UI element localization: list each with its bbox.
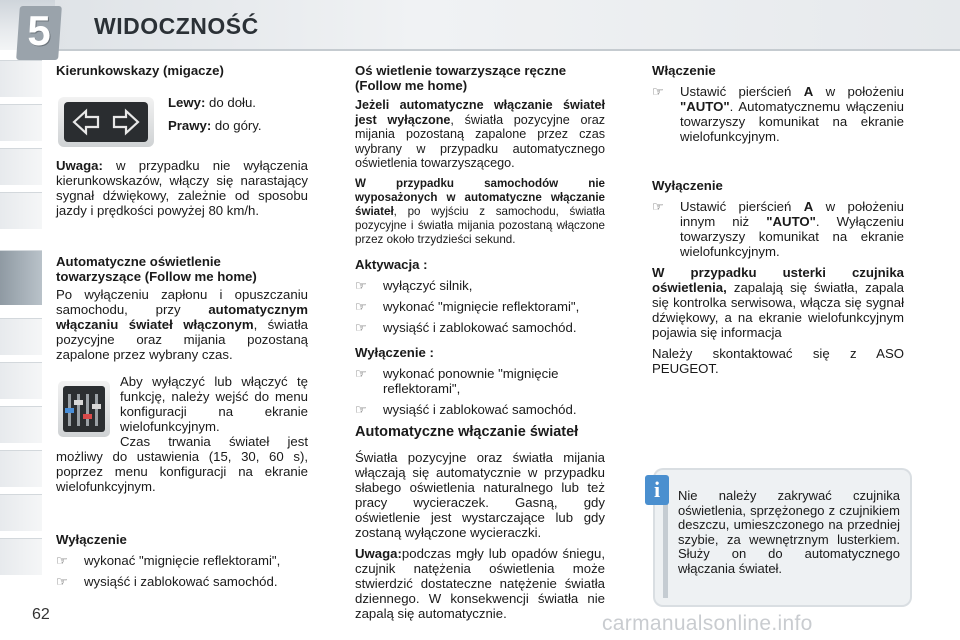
side-tab-7[interactable] bbox=[0, 362, 42, 399]
bullet-icon: ☞ bbox=[56, 574, 68, 589]
bullet-icon: ☞ bbox=[355, 319, 367, 335]
follow-section bbox=[56, 254, 308, 362]
side-tab-8[interactable] bbox=[0, 406, 42, 443]
side-tab-6[interactable] bbox=[0, 318, 42, 355]
page-number: 62 bbox=[32, 606, 50, 623]
watermark: carmanualsonline.info bbox=[602, 612, 813, 635]
follow-bold: automatycznym włączaniu świateł włączonym bbox=[56, 302, 308, 332]
list-item: ☞ wykonać "mignięcie reflektorami", bbox=[355, 298, 580, 314]
follow-off-section bbox=[56, 532, 308, 595]
turn-directions bbox=[168, 95, 308, 139]
follow-text-2: , światła pozycyjne oraz mijania pozostaną zapalone przez wybrany czas. bbox=[56, 317, 308, 362]
list-item: ☞ Ustawić pierścień A w położeniu "AUTO". Automatycznemu włączeniu towarzyszy komunikat na ekranie wielofunkcyjnym. bbox=[652, 84, 904, 144]
list-item: ☞ wysiąść i zablokować samochód. bbox=[355, 401, 577, 417]
heading-auto-lights: Automatyczne włączanie świateł bbox=[355, 423, 579, 440]
heading-off-2: Wyłączenie bbox=[652, 178, 723, 193]
list-item: ☞ Ustawić pierścień A w położeniu innym niż "AUTO". Wyłączeniu towarzyszy komunikat na ekranie wielofunkcyjnym. bbox=[652, 199, 904, 259]
fault-text: zapalają się światła, zapala się kontrolka serwisowa, włącza się sygnał dźwiękowy, a na ekranie wielofunkcyjnym pojawia się informacja bbox=[652, 280, 904, 340]
side-tab-1[interactable] bbox=[0, 60, 42, 97]
manual-bold: Jeżeli automatyczne włączanie świateł jest wyłączone bbox=[355, 98, 605, 127]
warning-text: w przypadku nie wyłączenia kierunkowskazów, włączy się narastający sygnał dźwiękowy, zależnie od sposobu jazdy i prędkości powyżej 80 km/h. bbox=[56, 158, 308, 218]
column-2 bbox=[355, 63, 605, 627]
config-menu-image bbox=[58, 381, 110, 437]
right-text: do góry. bbox=[211, 118, 262, 133]
list-item: ☞ wysiąść i zablokować samochód. bbox=[56, 574, 278, 589]
heading-manual-follow: Oś wietlenie towarzyszące ręczne (Follow me home) bbox=[355, 63, 567, 93]
bullet-icon: ☞ bbox=[652, 84, 664, 99]
duration-text: Czas trwania świateł jest możliwy do ustawienia (15, 30, 60 s), poprzez menu konfiguracji na ekranie wielofunkcyjnym. bbox=[56, 434, 308, 494]
list-item: ☞ wyłączyć silnik, bbox=[355, 277, 473, 293]
right-label: Prawy: bbox=[168, 118, 212, 133]
follow-text-1: Po wyłączeniu zapłonu i opuszczaniu samochodu, przy bbox=[56, 287, 308, 317]
settings-sliders-icon bbox=[63, 386, 105, 432]
bullet-icon: ☞ bbox=[652, 199, 664, 214]
fault-bold: W przypadku usterki czujnika oświetlenia, bbox=[652, 265, 904, 295]
side-tab-10[interactable] bbox=[0, 494, 42, 531]
list-item: ☞ wykonać "mignięcie reflektorami", bbox=[56, 553, 281, 568]
side-tab-5-active[interactable] bbox=[0, 250, 42, 305]
bullet-icon: ☞ bbox=[355, 365, 367, 381]
heading-turn-signals: Kierunkowskazy (migacze) bbox=[56, 63, 224, 78]
heading-activation: Aktywacja : bbox=[355, 256, 428, 272]
warning-label: Uwaga: bbox=[56, 158, 103, 173]
side-tab-4[interactable] bbox=[0, 192, 42, 229]
column-1 bbox=[56, 63, 308, 84]
page-title: WIDOCZNOŚĆ bbox=[94, 13, 259, 39]
list-item: ☞ wysiąść i zablokować samochód. bbox=[355, 319, 577, 335]
fog-text: podczas mgły lub opadów śniegu, czujnik natężenia oświetlenia może stwierdzić dostateczne natężenie światła dziennego. W konsekwencji światła nie zapalą się automatycznie. bbox=[355, 545, 605, 621]
bullet-icon: ☞ bbox=[56, 553, 68, 568]
left-label: Lewy: bbox=[168, 95, 206, 110]
heading-deactivation: Wyłączenie : bbox=[355, 344, 434, 360]
auto-text: Światła pozycyjne oraz światła mijania włączają się automatycznie w przypadku słabego oświetlenia naturalnego lub też pracy wycieraczek. Gasną, gdy oświetlenie jest wystarczające lub gdy zostaną wyłączone wycieraczki. bbox=[355, 449, 605, 540]
sensor-text: , po wyjściu z samochodu, światła pozycyjne i światła mijania pozostaną włączone przez około trzydzieści sekund. bbox=[355, 204, 605, 246]
bullet-icon: ☞ bbox=[355, 277, 367, 293]
heading-on: Włączenie bbox=[652, 63, 716, 78]
list-item: ☞ wykonać ponownie "mignięcie reflektorami", bbox=[355, 365, 559, 396]
turn-arrows-icon bbox=[64, 102, 148, 142]
contact-text: Należy skontaktować się z ASO PEUGEOT. bbox=[652, 346, 904, 376]
menu-text: Aby wyłączyć lub włączyć tę funkcję, należy wejść do menu konfiguracji na ekranie wielofunkcyjnym. bbox=[120, 374, 308, 434]
column-3 bbox=[652, 63, 904, 150]
heading-follow-me-home: Automatyczne oświetlenie towarzyszące (Follow me home) bbox=[56, 254, 257, 284]
side-tab-11[interactable] bbox=[0, 538, 42, 575]
bullet-icon: ☞ bbox=[355, 401, 367, 417]
info-text: Nie należy zakrywać czujnika oświetlenia, sprzężonego z czujnikiem deszczu, umieszczonego na przedniej szybie, za wewnętrznym lusterkiem. Służy on do automatycznego włączania świateł. bbox=[678, 488, 900, 576]
side-tab-2[interactable] bbox=[0, 104, 42, 141]
bullet-icon: ☞ bbox=[355, 298, 367, 314]
left-text: do dołu. bbox=[205, 95, 256, 110]
column-3-off bbox=[652, 178, 904, 382]
side-tab-3[interactable] bbox=[0, 148, 42, 185]
turn-warning bbox=[56, 158, 308, 218]
manual-text: , światła pozycyjne oraz mijania pozostaną zapalone przez czas wybrany w przypadku automatycznego oświetlenia towarzyszącego. bbox=[355, 112, 605, 170]
info-icon: i bbox=[645, 475, 669, 505]
fog-label: Uwaga: bbox=[355, 545, 402, 561]
heading-off-1: Wyłączenie bbox=[56, 532, 127, 547]
turn-signal-image bbox=[58, 97, 154, 147]
sensor-bold: W przypadku samochodów nie wyposażonych w automatyczne włączanie świateł bbox=[355, 176, 605, 218]
chapter-number: 5 bbox=[27, 7, 51, 54]
side-tab-9[interactable] bbox=[0, 450, 42, 487]
header-rule bbox=[55, 49, 960, 51]
